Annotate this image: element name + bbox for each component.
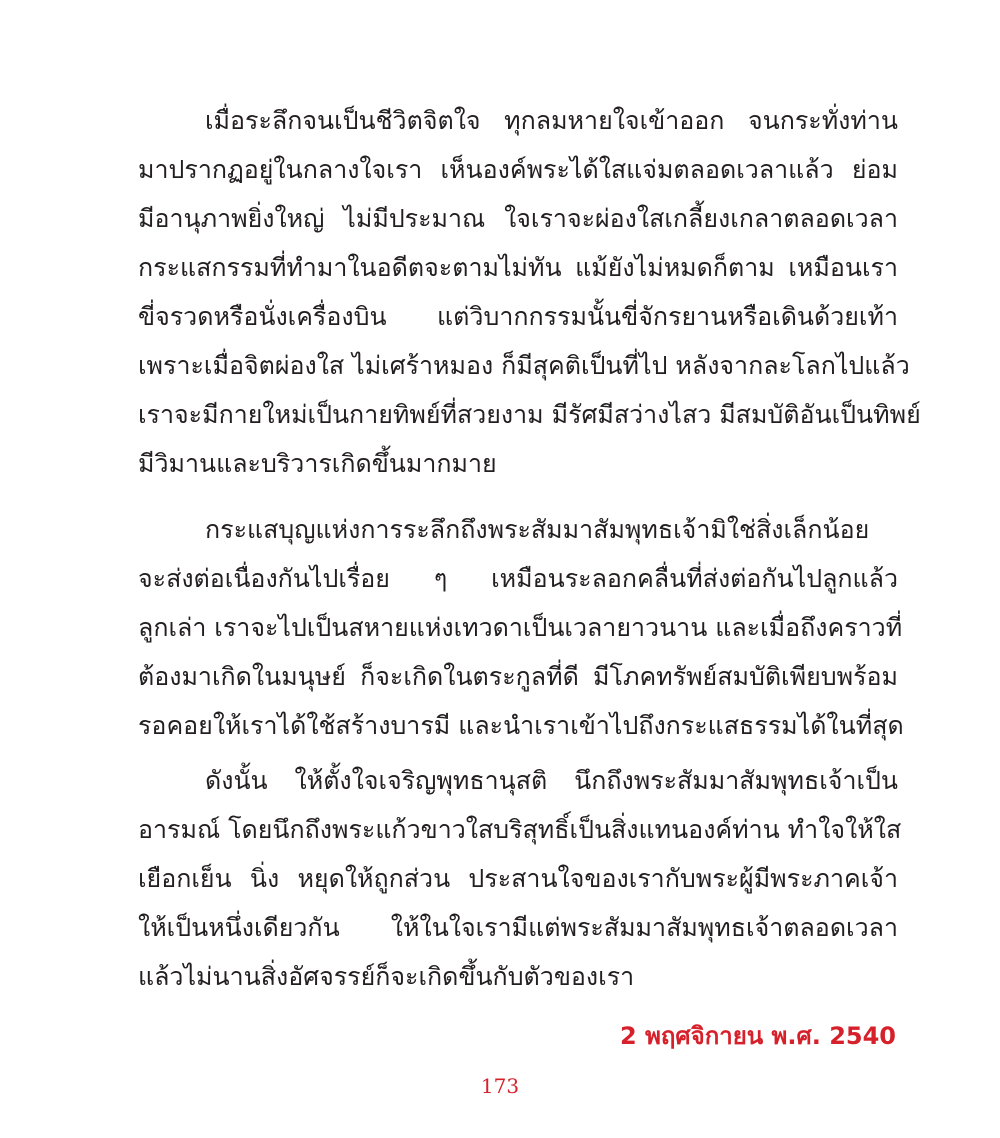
text-line: ต้องมาเกิดในมนุษย์ ก็จะเกิดในตระกูลที่ดี มีโภคทรัพย์สมบัติเพียบพร้อม xyxy=(138,662,898,691)
body-text xyxy=(138,96,921,1001)
text-line: กระแสกรรมที่ทำมาในอดีตจะตามไม่ทัน แม้ยังไม่หมดก็ตาม เหมือนเรา xyxy=(138,253,898,282)
date-signature: 2 พฤศจิกายน พ.ศ. 2540 xyxy=(620,1022,896,1050)
text-line: รอคอยให้เราได้ใช้สร้างบารมี และนำเราเข้าไปถึงกระแสธรรมได้ในที่สุด xyxy=(138,711,904,740)
text-line: จะส่งต่อเนื่องกันไปเรื่อย ๆ เหมือนระลอกคลื่นที่ส่งต่อกันไปลูกแล้ว xyxy=(138,564,898,593)
paragraph-1 xyxy=(138,96,921,488)
text-line: เราจะมีกายใหม่เป็นกายทิพย์ที่สวยงาม มีรัศมีสว่างไสว มีสมบัติอันเป็นทิพย์ xyxy=(138,400,921,429)
paragraph-3 xyxy=(138,756,902,1001)
text-line: มีอานุภาพยิ่งใหญ่ ไม่มีประมาณ ใจเราจะผ่องใสเกลี้ยงเกลาตลอดเวลา xyxy=(138,204,898,233)
text-line: มาปรากฏอยู่ในกลางใจเรา เห็นองค์พระได้ใสแจ่มตลอดเวลาแล้ว ย่อม xyxy=(138,155,898,184)
text-line: เพราะเมื่อจิตผ่องใส ไม่เศร้าหมอง ก็มีสุคติเป็นที่ไป หลังจากละโลกไปแล้ว xyxy=(138,351,910,380)
paragraph-spacer xyxy=(138,488,898,505)
page-number: 173 xyxy=(480,1074,520,1098)
text-line: ให้เป็นหนึ่งเดียวกัน ให้ในใจเรามีแต่พระสัมมาสัมพุทธเจ้าตลอดเวลา xyxy=(138,913,898,942)
text-line: แล้วไม่นานสิ่งอัศจรรย์ก็จะเกิดขึ้นกับตัวของเรา xyxy=(138,962,635,991)
text-line: ลูกเล่า เราจะไปเป็นสหายแห่งเทวดาเป็นเวลายาวนาน และเมื่อถึงคราวที่ xyxy=(138,613,903,642)
text-line: มีวิมานและบริวารเกิดขึ้นมากมาย xyxy=(138,449,497,478)
text-line: เยือกเย็น นิ่ง หยุดให้ถูกส่วน ประสานใจของเรากับพระผู้มีพระภาคเจ้า xyxy=(138,864,898,893)
text-line: อารมณ์ โดยนึกถึงพระแก้วขาวใสบริสุทธิ์เป็นสิ่งแทนองค์ท่าน ทำใจให้ใส xyxy=(138,815,902,844)
text-line: กระแสบุญแห่งการระลึกถึงพระสัมมาสัมพุทธเจ้ามิใช่สิ่งเล็กน้อย xyxy=(205,515,870,544)
paragraph-2 xyxy=(138,505,904,750)
text-line: ขี่จรวดหรือนั่งเครื่องบิน แต่วิบากกรรมนั้นขี่จักรยานหรือเดินด้วยเท้า xyxy=(138,302,898,331)
text-line: เมื่อระลึกจนเป็นชีวิตจิตใจ ทุกลมหายใจเข้าออก จนกระทั่งท่าน xyxy=(205,106,898,135)
text-line: ดังนั้น ให้ตั้งใจเจริญพุทธานุสติ นึกถึงพระสัมมาสัมพุทธเจ้าเป็น xyxy=(205,766,898,795)
